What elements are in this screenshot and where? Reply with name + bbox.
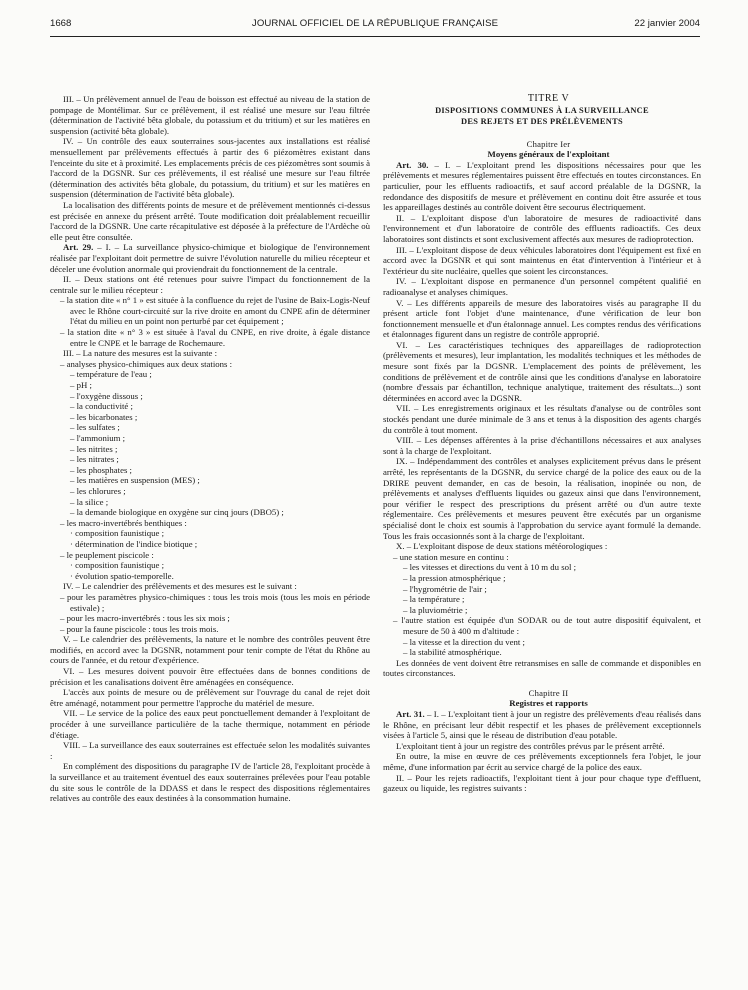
list-item: – analyses physico-chimiques aux deux stations : (60, 358, 233, 369)
list-item: – l'autre station est équipée d'un SODAR ou de tout autre dispositif équivalent, et mesure de 50 à 400 m d'altitude : (393, 615, 701, 636)
list-item: – les nitrites ; (70, 443, 118, 454)
list-item: – température de l'eau ; (70, 369, 152, 380)
title-subheading-line: DES REJETS ET DES PRÉLÈVEMENTS (461, 116, 623, 126)
list-item: – l'hygrométrie de l'air ; (403, 583, 487, 594)
article-31 (383, 709, 701, 741)
paragraph: IV. – L'exploitant dispose en permanence d'un personnel compétent qualifié en radioanalyse et analyses chimiques. (383, 276, 701, 297)
list-item: – les nitrates ; (70, 454, 119, 465)
title-subheading (383, 105, 701, 127)
paragraph: V. – Le calendrier des prélèvements, la nature et le nombre des contrôles peuvent être modifiés, en accord avec la DGSNR, notamment pour tenir compte de l'état du Rhône au cours de l'année, et du retour d'expérience. (50, 634, 370, 666)
list-item: · composition faunistique ; (70, 528, 165, 539)
right-column (383, 94, 701, 794)
paragraph: VI. – Les caractéristiques techniques des appareillages de radioprotection (prélèvements et mesures), leur implantation, les modalités techniques et les méthodes de mesure sont fixés par la DGSNR. L'emplacement des points de prélèvement, les conditions de prélèvement et de contrôle ainsi que les conditions d'analyse en laboratoire (nombre d'essais par échantillon, technique analytique, traitement des résultats...) sont déterminées en accord avec la DGSNR. (383, 339, 701, 403)
paragraph: VIII. – Les dépenses afférentes à la prise d'échantillons nécessaires et aux analyses sont à la charge de l'exploitant. (383, 435, 701, 456)
list-item: – les chlorures ; (70, 485, 126, 496)
list-item: – les sulfates ; (70, 422, 120, 433)
title-heading: TITRE V (527, 93, 570, 104)
list-item: – la pression atmosphérique ; (403, 572, 506, 583)
paragraph: II. – Deux stations ont été retenues pour suivre l'impact du fonctionnement de la centrale sur le milieu récepteur : (50, 274, 370, 295)
list-item: – la vitesse et la direction du vent ; (403, 636, 525, 647)
list-item: – les vitesses et directions du vent à 10 m du sol ; (403, 562, 577, 573)
chapter-title: Moyens généraux de l'exploitant (487, 149, 610, 160)
page-header (50, 18, 700, 32)
list-item: – les bicarbonates ; (70, 411, 138, 422)
header-rule (50, 36, 700, 37)
list-item: · détermination de l'indice biotique ; (70, 538, 198, 549)
paragraph: IX. – Indépendamment des contrôles et analyses explicitement prévus dans le présent arrêté, les représentants de la DGSNR, du service chargé de la police des eaux ou de la DRIRE peuvent demander, en cas de besoin, la réalisation, inopinée ou non, de prélèvements et analyses d'effluents liquides ou gazeux ainsi que dans l'environnement, pour vérifier le respect des prescriptions du présent arrêté ou d'un autre texte réglementaire. Ces prélèvements et mesures peuvent être exécutés par un organisme spécialisé dont le choix est soumis à l'approbation du service ayant formulé la demande. Tous les frais occasionnés sont à la charge de l'exploitant. (383, 456, 701, 541)
paragraph: L'exploitant tient à jour un registre des contrôles prévus par le présent arrêté. (396, 740, 665, 751)
paragraph: III. – L'exploitant dispose de deux véhicules laboratoires dont l'équipement est fixé en accord avec la DGSNR et qui sont maintenus en état d'intervention à l'intérieur et à l'extérieur du site nucléaire, quelles que soient les circonstances. (383, 244, 701, 276)
article-text: – I. – L'exploitant tient à jour un registre des prélèvements d'eau réalisés dans le Rhône, en précisant leur débit respectif et les phases de prélèvement exceptionnels visées à l'article 5, ainsi que le réseau de distribution d'eau potable. (383, 709, 701, 741)
article-text: – I. – La surveillance physico-chimique et biologique de l'environnement réalisée par l'exploitant doit permettre de suivre l'évolution naturelle du milieu récepteur et déceler une évolution anormale qui proviendrait du fonctionnement de la centrale. (50, 242, 370, 274)
article-label: Art. 31. (396, 709, 425, 720)
list-item: – la stabilité atmosphérique. (403, 647, 502, 658)
list-item: – la station dite « n° 1 » est située à la confluence du rejet de l'usine de Baix-Logis-Neuf avec le Rhône court-circuité sur la rive droite en amont du CNPE afin de déterminer l'état du milieu en un point non perturbé par cet équipement ; (60, 295, 370, 327)
list-item: – la pluviométrie ; (403, 604, 468, 615)
article-text: – I. – L'exploitant prend les dispositions nécessaires pour que les prélèvements et mesures réglementaires puissent être effectués en toutes circonstances. En particulier, pour les effluents radioactifs, et sauf accord préalable de la DGSNR, la redondance des dispositifs de mesure et prélèvement en continu doit être assurée et tous les appareillages destinés au contrôle doivent être secourus électriquement. (383, 159, 701, 213)
paragraph: La localisation des différents points de mesure et de prélèvement mentionnés ci-dessus est précisée en annexe du présent arrêté. Toute modification doit préalablement recueillir l'accord de la DGSNR. Une carte récapitulative est déposée à la préfecture de l'Ardèche où elle peut être consultée. (50, 199, 370, 242)
title-subheading-line: DISPOSITIONS COMMUNES À LA SURVEILLANCE (435, 105, 649, 115)
list-item: – pour les paramètres physico-chimiques : tous les trois mois (tous les mois en période estivale) ; (60, 591, 370, 613)
paragraph: En complément des dispositions du paragraphe IV de l'article 28, l'exploitant procède à la surveillance et au traitement éventuel des eaux souterraines prélevées pour l'eau potable du site sous le contrôle de la DDASS et dans le respect des dispositions réglementaires relatives au contrôle des eaux destinées à la consommation humaine. (50, 761, 370, 804)
paragraph: V. – Les différents appareils de mesure des laboratoires visés au paragraphe II du présent article font l'objet d'une maintenance, d'une vérification de leur bon fonctionnement mensuelle et d'un étalonnage annuel. Les comptes rendus des vérifications et étalonnages figurent dans un registre de contrôle approprié. (383, 297, 701, 340)
list-item: – la demande biologique en oxygène sur cinq jours (DBO5) ; (70, 507, 284, 518)
paragraph: IV. – Un contrôle des eaux souterraines sous-jacentes aux installations est réalisé mensuellement par prélèvements effectués à partir des 6 piézomètres existant dans l'enceinte du site et à proximité. Les emplacements précis de ces piézomètres sont soumis à l'accord de la DGSNR. Sur ces prélèvements, il est réalisé une mesure sur l'eau filtrée (détermination des activités bêta globale, du potassium, du tritium) et sur les matières en suspension (détermination de l'activité bêta globale). (50, 136, 370, 200)
list-item: – pH ; (70, 380, 92, 391)
issue-date: 22 janvier 2004 (634, 18, 700, 29)
paragraph: VII. – Le service de la police des eaux peut ponctuellement demander à l'exploitant de procéder à une surveillance particulière de la tache thermique, notamment en période d'étiage. (50, 708, 370, 740)
list-item: – la station dite « n° 3 » est située à l'aval du CNPE, en rive droite, à égale distance entre le CNPE et le barrage de Rochemaure. (60, 327, 370, 348)
list-item: – la silice ; (70, 496, 109, 507)
article-30 (383, 160, 701, 213)
list-item: – l'ammonium ; (70, 433, 126, 443)
paragraph: VIII. – La surveillance des eaux souterraines est effectuée selon les modalités suivantes : (50, 740, 370, 761)
paragraph: IV. – Le calendrier des prélèvements et des mesures est le suivant : (63, 581, 297, 592)
left-column (50, 94, 370, 804)
list-item: – une station mesure en continu : (393, 551, 509, 562)
paragraph: X. – L'exploitant dispose de deux stations météorologiques : (396, 541, 608, 552)
paragraph: III. – La nature des mesures est la suivante : (63, 348, 218, 359)
paragraph: VII. – Les enregistrements originaux et les résultats d'analyse ou de contrôles sont stockés pendant une durée minimale de 3 ans et tenus à la disposition des agents chargés du contrôle à tout moment. (383, 403, 701, 435)
chapter-title: Registres et rapports (509, 698, 588, 709)
list-item: – le peuplement piscicole : (60, 549, 154, 560)
list-item: – les macro-invertébrés benthiques : (60, 517, 187, 528)
paragraph: VI. – Les mesures doivent pouvoir être effectuées dans de bonnes conditions de précision et les canalisations doivent être aménagées en conséquence. (50, 666, 370, 687)
paragraph: L'accès aux points de mesure ou de prélèvement sur l'ouvrage du canal de rejet doit être aménagé, notamment pour permettre l'approche du matériel de mesure. (50, 687, 370, 708)
page-number: 1668 (50, 18, 72, 29)
article-label: Art. 29. (63, 242, 94, 253)
list-item: – les matières en suspension (MES) ; (70, 475, 200, 486)
list-item: · évolution spatio-temporelle. (70, 570, 174, 581)
list-item: – l'oxygène dissous ; (70, 390, 143, 401)
paragraph: III. – Un prélèvement annuel de l'eau de boisson est effectué au niveau de la station de pompage de Montélimar. Sur ce prélèvement, il est réalisé une mesure sur l'eau filtrée (détermination de l'activité bêta globale, du potassium et du tritium) et sur les matières en suspension (activité bêta globale). (50, 94, 370, 136)
list-item: – pour les macro-invertébrés : tous les six mois ; (60, 613, 230, 624)
list-item: – la température ; (403, 594, 465, 605)
article-29 (50, 242, 370, 274)
paragraph: Les données de vent doivent être retransmises en salle de commande et disponibles en toutes circonstances. (383, 657, 701, 679)
list-item: – pour la faune piscicole : tous les trois mois. (60, 623, 219, 634)
list-item: – la conductivité ; (70, 401, 133, 412)
paragraph: En outre, la mise en œuvre de ces prélèvements exceptionnels fera l'objet, le jour même, d'une information par écrit au service chargé de la police des eaux. (383, 751, 701, 773)
paragraph: II. – L'exploitant dispose d'un laboratoire de mesures de radioactivité dans l'environnement et d'un laboratoire de contrôle des effluents radioactifs. Ces deux laboratoires sont distincts et sont exclusivement affectés aux mesures de radioprotection. (383, 212, 701, 244)
article-label: Art. 30. (396, 159, 429, 170)
list-item: – les phosphates ; (70, 464, 132, 475)
paragraph: II. – Pour les rejets radioactifs, l'exploitant tient à jour pour chaque type d'effluent, gazeux ou liquide, les registres suivants : (383, 772, 701, 794)
chapter-heading: Chapitre Ier (526, 138, 571, 149)
chapter-heading: Chapitre II (528, 687, 569, 698)
list-item: · composition faunistique ; (70, 560, 165, 571)
journal-title: JOURNAL OFFICIEL DE LA RÉPUBLIQUE FRANÇAISE (251, 18, 499, 29)
